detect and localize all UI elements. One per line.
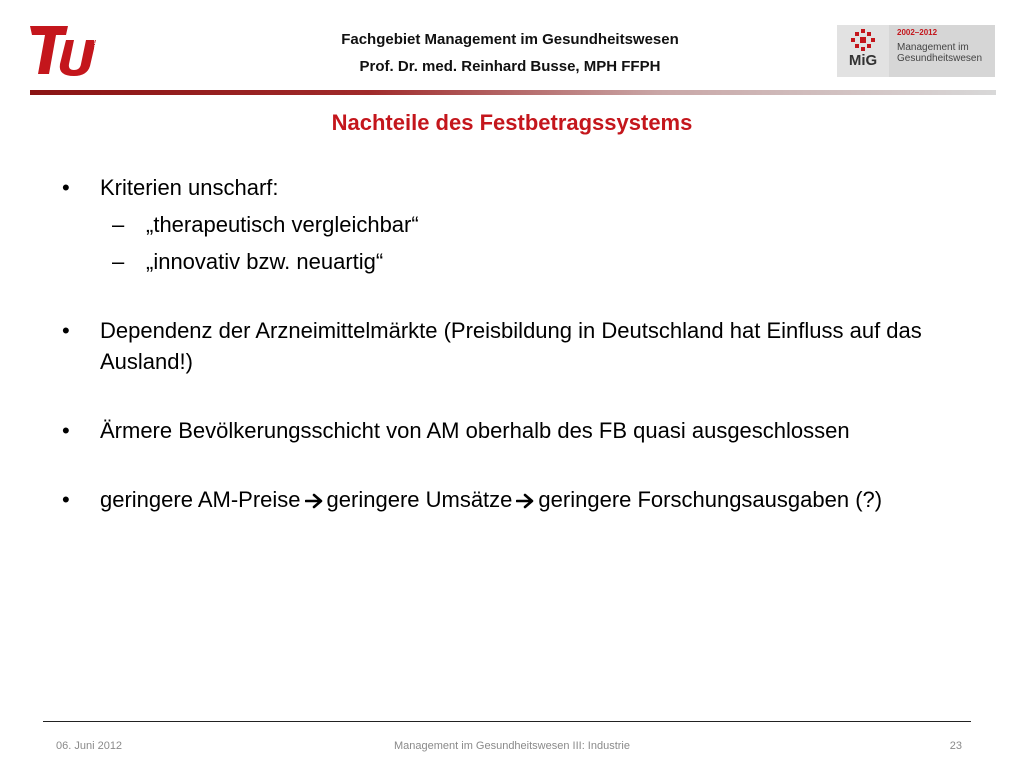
bullet-text: Ärmere Bevölkerungsschicht von AM oberhalb des FB quasi ausgeschlossen [100,418,850,443]
right-arrow-icon [516,493,534,509]
bullet-text-part: geringere Umsätze [326,487,513,512]
mig-logo-years: 2002–2012 [897,28,938,37]
bullet-mark: • [62,487,70,512]
bullet-mark: • [62,418,70,443]
bullet-text-part: geringere AM-Preise [100,487,301,512]
bullet-text: Dependenz der Arzneimittelmärkte (Preisbildung in Deutschland hat Einfluss auf das Ausland!) [100,318,922,374]
sub-bullet-text: „innovativ bzw. neuartig“ [146,249,384,274]
bullet-text-part: geringere Forschungsausgaben (?) [538,487,883,512]
mig-logo-word: MiG [848,52,878,69]
sub-bullet-mark: – [112,249,125,274]
bullet-item [60,484,940,515]
bullet-mark: • [62,175,70,200]
sub-bullet-text: „therapeutisch vergleichbar“ [146,212,419,237]
footer-course-title: Management im Gesundheitswesen III: Industrie [393,740,630,752]
header-professor: Prof. Dr. med. Reinhard Busse, MPH FFPH [359,58,661,75]
mig-logo-name-line2: Gesundheitswesen [897,53,983,64]
footer-page-number: 23 [949,740,962,752]
sub-bullet-item [112,209,940,240]
mig-logo-name-line1: Management im [897,42,969,53]
bullet-item [60,415,940,446]
slide-content [60,172,940,515]
bullet-text [100,484,940,515]
footer-date: 06. Juni 2012 [56,740,123,752]
bullet-item [60,315,940,377]
bullet-item [60,172,940,203]
bullet-text: Kriterien unscharf: [100,175,279,200]
mig-flower-icon [850,29,876,53]
header-divider [30,90,996,95]
bullet-mark: • [62,318,70,343]
mig-logo [837,25,995,77]
sub-bullet-mark: – [112,212,125,237]
tu-logo-text: berlin [92,34,99,54]
header-institute: Fachgebiet Management im Gesundheitswesen [341,31,679,48]
footer-divider [43,721,971,722]
tu-berlin-logo [30,26,102,76]
right-arrow-icon [305,493,323,509]
sub-bullet-item [112,246,940,277]
slide-title: Nachteile des Festbetragssystems [331,110,693,135]
